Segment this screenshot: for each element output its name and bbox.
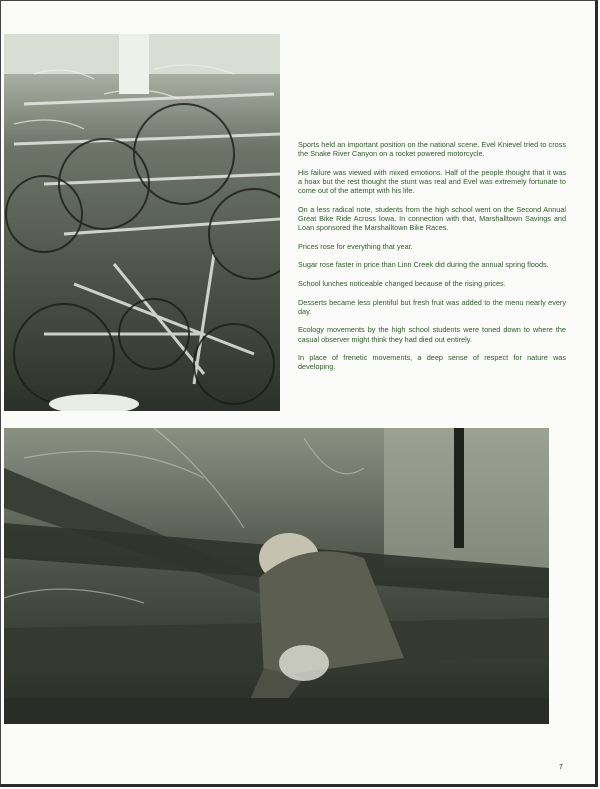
paragraph-6: School lunches noticeable changed because of the rising prices. <box>298 278 506 288</box>
paragraph-5: Sugar rose faster in price than Linn Creek did during the annual spring floods. <box>298 260 549 270</box>
paragraph-8: Ecology movements by the high school students were toned down to where the casual observer might think they had died out entirely. <box>298 325 566 344</box>
forest-photo <box>4 428 549 724</box>
paragraph-7: Desserts became less plentiful but fresh fruit was added to the menu nearly every day. <box>298 297 566 316</box>
paragraph-4: Prices rose for everything that year. <box>298 241 413 251</box>
forest-photo-graphic <box>4 428 549 724</box>
page-number: 7 <box>559 764 563 771</box>
paragraph-1: Sports held an important position on the national scene. Evel Knievel tried to cross the Snake River Canyon on a rocket powered motorcycle. <box>298 140 566 159</box>
bicycles-photo <box>4 34 280 411</box>
paragraph-2: His failure was viewed with mixed emotions. Half of the people thought that it was a hoax but the rest thought the stunt was real and Evel was extremely fortunate to come out of the attempt with his life. <box>298 167 566 196</box>
bicycles-photo-graphic <box>4 34 280 411</box>
paragraph-9: In place of frenetic movements, a deep sense of respect for nature was developing. <box>298 353 566 372</box>
paragraph-3: On a less radical note, students from the high school went on the Second Annual Great Bike Ride Across Iowa. In connection with that, Marshalltown Savings and Loan sponsored the Marshalltown Bike Races. <box>298 204 566 233</box>
article-text <box>298 140 566 381</box>
